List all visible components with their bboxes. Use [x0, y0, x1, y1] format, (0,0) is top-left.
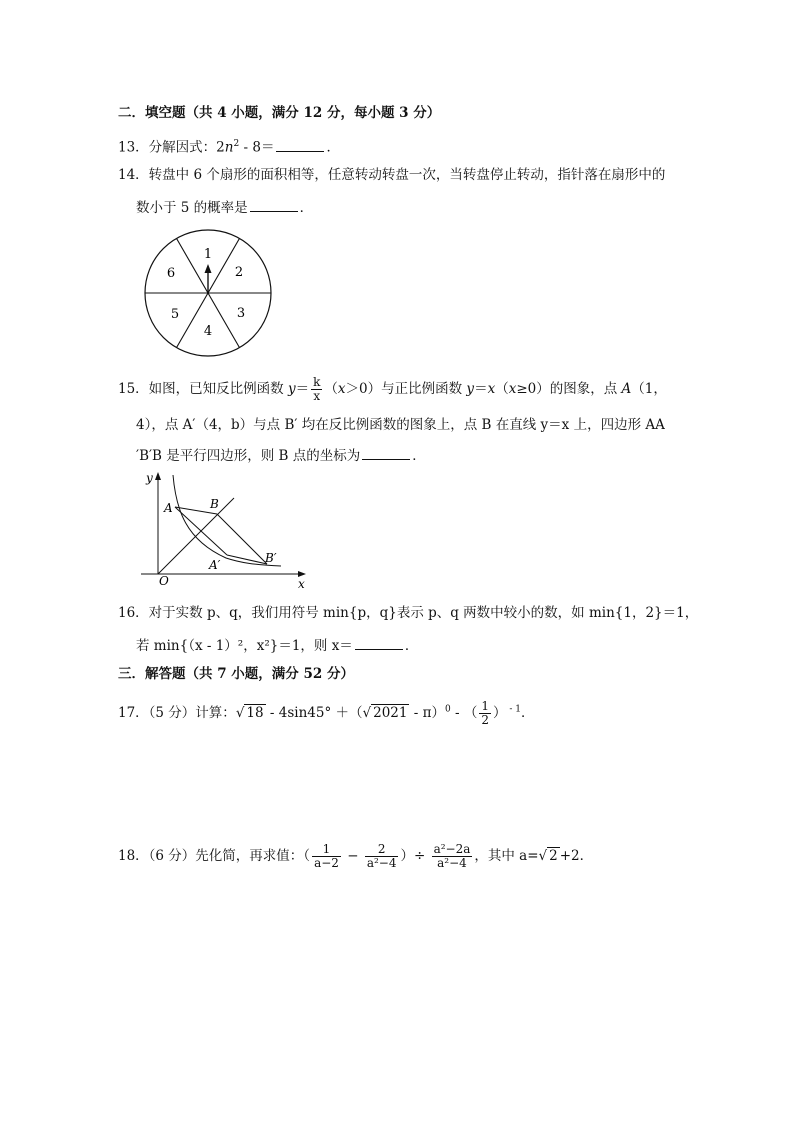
q17-mid1: - 4sin45° ＋（ [265, 705, 363, 721]
sector-label-6: 6 [166, 266, 176, 281]
q15-l1-b: （ [324, 381, 338, 397]
question-15-line-2: 4），点 A′（4，b）与点 B′ 均在反比例函数的图象上，点 B 在直线 y＝x 上，四边形 AA [136, 417, 665, 433]
fraction-k-over-x [311, 376, 322, 403]
question-14-line-1: 14．转盘中 6 个扇形的面积相等，任意转动转盘一次，当转盘停止转动，指针落在扇形中的 [118, 167, 666, 183]
sector-label-2: 2 [234, 265, 244, 280]
q13-end: ． [326, 139, 340, 156]
q14-line2-end: ． [299, 200, 314, 216]
spinner-figure [138, 228, 278, 360]
label-y: y [146, 471, 153, 485]
answer-blank-16[interactable] [355, 636, 403, 650]
q17-mid3: - （ [450, 705, 478, 721]
q13-exp: 2 [233, 139, 240, 149]
fraction-numerator: k [313, 375, 321, 389]
sector-label-1: 1 [203, 247, 213, 262]
q17-sqrt1: 18 [246, 705, 264, 721]
q18-sqrt: 2 [549, 848, 558, 864]
q15-l1-g: （1， [631, 381, 667, 397]
fraction-2 [365, 843, 399, 870]
question-16-line-1: 16．对于实数 p、q，我们用符号 min{p，q}表示 p、q 两数中较小的数，如 min{1，2}＝1， [118, 605, 699, 621]
segment-BBprime [217, 514, 267, 564]
y-axis-arrow-icon [155, 472, 161, 480]
question-15-line-3 [136, 446, 426, 465]
question-13 [118, 135, 340, 157]
q15-l3-prefix: ′B′B 是平行四边形，则 B 点的坐标为 [136, 448, 361, 464]
q18-end: +2． [559, 848, 594, 864]
answer-blank-15[interactable] [362, 446, 410, 460]
question-16-line-2 [136, 636, 418, 655]
question-15-line-1 [118, 376, 667, 403]
label-O: O [159, 574, 169, 588]
label-x: x [298, 577, 305, 591]
section-3-heading: 三．解答题（共 7 小题，满分 52 分） [118, 666, 354, 682]
question-14-line-2 [136, 198, 313, 217]
q18-minus: − [342, 848, 363, 864]
q13-suffix: - 8＝ [239, 139, 275, 156]
q18-f1-den: a−2 [314, 856, 339, 870]
pointer-arrow-icon [205, 264, 212, 273]
q13-var: n [224, 139, 234, 156]
q15-graph [136, 470, 312, 594]
q17-prefix: 17．（5 分）计算： [118, 705, 236, 721]
q13-prefix: 13．分解因式：2 [118, 139, 225, 156]
q17-mid4: ） [493, 705, 507, 721]
q15-l1-f: ≥0）的图象，点 [516, 381, 622, 397]
q18-f3-den: a²−4 [437, 856, 467, 870]
q15-l1-x2: x [487, 381, 496, 397]
fraction-one-half [479, 700, 491, 727]
q17-exp0: 0 [445, 704, 451, 715]
label-A-prime: A′ [209, 558, 221, 572]
q18-f1-num: 1 [312, 843, 341, 857]
q18-f2-den: a²−4 [366, 856, 397, 870]
question-17: 17．（5 分）计算：√ 18 - 4sin45° ＋（√ 2021 - π）$^0$ - （ $\frac{1}{2}$ ） $^{- 1}$． [118, 699, 535, 727]
answer-blank-13[interactable] [276, 138, 324, 152]
q15-l1-x3: x [508, 381, 517, 397]
q15-l1-y: y [287, 381, 296, 397]
q15-l3-end: ． [412, 448, 426, 464]
sector-label-3: 3 [236, 306, 246, 321]
segment-AAprime [175, 507, 227, 555]
label-B-prime: B′ [265, 551, 277, 565]
q18-prefix: 18．（6 分）先化简，再求值：（ [118, 848, 311, 864]
sector-label-5: 5 [170, 307, 180, 322]
q17-sqrt2: 2021 [373, 705, 408, 721]
q18-f3-num: a²−2a [433, 842, 471, 856]
q15-l1-x: x [337, 381, 346, 397]
q16-line2-end: ． [404, 638, 419, 654]
q18-div: ）÷ [400, 848, 430, 864]
q14-line2-prefix: 数小于 5 的概率是 [136, 200, 248, 216]
q17-frac-num: 1 [481, 699, 490, 713]
q16-line2-prefix: 若 min{（x - 1）²，x²}＝1，则 x＝ [136, 638, 353, 654]
q17-mid2: - π） [409, 705, 446, 721]
q15-l1-e: （ [495, 381, 509, 397]
q15-l1-d: ＝ [474, 381, 488, 397]
fraction-3 [432, 843, 473, 870]
q15-l1-eq: ＝ [295, 381, 310, 397]
q15-l1-a: 15．如图，已知反比例函数 [118, 381, 288, 397]
q17-end: ． [521, 705, 535, 721]
fraction-denominator: x [313, 389, 321, 403]
section-2-heading: 二．填空题（共 4 小题，满分 12 分，每小题 3 分） [118, 105, 441, 121]
sector-label-4: 4 [203, 324, 213, 339]
label-A: A [164, 501, 173, 515]
q15-l1-A: A [621, 381, 632, 397]
q17-exp-neg1: - 1 [506, 704, 522, 715]
fraction-1 [312, 843, 341, 870]
q15-l1-y2: y [466, 381, 475, 397]
q17-frac-den: 2 [481, 713, 490, 727]
label-B: B [210, 497, 219, 511]
question-18: 18．（6 分）先化简，再求值：（ $\frac{1}{a-2}$ − $\frac{2}{\text{a²−4}}$ ）÷ $\frac{\text{a²−2a}}{\text{a²−4}}$ ，其中 a=√ 2 +2． [118, 842, 594, 870]
q18-tail: ，其中 a= [474, 848, 539, 864]
answer-blank-14[interactable] [250, 198, 298, 212]
q15-l1-c: ＞0）与正比例函数 [345, 381, 467, 397]
q18-f2-num: 2 [365, 843, 399, 857]
